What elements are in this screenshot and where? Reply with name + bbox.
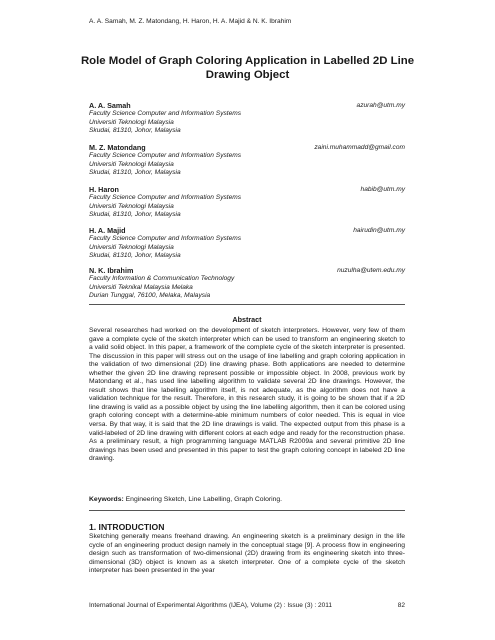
author-block (89, 227, 405, 260)
author-affiliation-faculty: Faculty Information & Communication Technology (89, 275, 235, 283)
section-heading: 1. INTRODUCTION (89, 522, 165, 532)
author-affiliation-address: Skudai, 81310, Johor, Malaysia (89, 251, 181, 259)
author-name: H. Haron (89, 185, 119, 194)
author-email[interactable]: habib@utm.my (360, 186, 405, 193)
running-head: A. A. Samah, M. Z. Matondang, H. Haron, H. A. Majid & N. K. Ibrahim (89, 18, 292, 25)
author-name: M. Z. Matondang (89, 143, 146, 152)
paper-title: Role Model of Graph Coloring Application in Labelled 2D Line Drawing Object (80, 55, 415, 81)
author-affiliation-university: Universiti Teknologi Malaysia (89, 118, 174, 126)
keywords-text: Engineering Sketch, Line Labelling, Graph Coloring. (125, 496, 283, 503)
author-email[interactable]: zaini.muhammadd@gmail.com (314, 144, 405, 151)
author-block (89, 267, 405, 300)
author-name: H. A. Majid (89, 226, 126, 235)
page-footer (89, 602, 405, 609)
author-block (89, 144, 405, 177)
abstract-heading: Abstract (232, 315, 262, 324)
introduction-text: Sketching generally means freehand drawing. An engineering sketch is a preliminary design in the life cycle of an engineering product design namely in the conceptual stage [9]. A process flow in engineering design such as transformation of two-dimensional (2D) drawing from its engineering sketch into three-dimensional (3D) object is known as a sketch interpreter. One of a complete cycle of the sketch interpreter has been presented in the year (89, 533, 405, 574)
author-affiliation-faculty: Faculty Science Computer and Information Systems (89, 110, 242, 118)
footer-journal: International Journal of Experimental Algorithms (IJEA), Volume (2) : Issue (3) : 2011 (89, 602, 333, 609)
author-affiliation-faculty: Faculty Science Computer and Information Systems (89, 235, 242, 243)
keywords-label: Keywords: (89, 496, 124, 503)
author-block (89, 186, 405, 219)
abstract-text: Several researches had worked on the development of sketch interpreters. However, very few of them gave a complete cycle of the sketch interpreter which can be used to transform an engineering sketch to a valid solid object. In this paper, a framework of the complete cycle of the sketch interpreter is presented. The discussion in this paper will stress out on the usage of line labelling and graph coloring application in the validation of two dimensional (2D) line drawing phase. Both applications are needed to determine whether the given 2D line drawing represent possible or impossible object. In 2008, previous work by Matondang et al., has used line labelling algorithm to validate several 2D line drawings. However, the result shows that line labelling algorithm itself, is not adequate, as the algorithm does not have a validation technique for the result. Therefore, in this research study, it is going to be shown that if a 2D line drawing is valid as a possible object by using the line labelling algorithm, then it can be colored using graph coloring concept with a determine-able minimum numbers of color needed. This is equal in vice versa. By that way, it is said that the 2D line drawings is valid. The expected output from this phase is a valid-labeled of 2D line drawing with different colors at each edge and ready for the reconstruction phase. As a preliminary result, a high programming language MATLAB R2009a and several primitive 2D line drawings has been used and presented in this paper to test the graph coloring concept in labeled 2D line drawing. (89, 327, 405, 463)
author-affiliation-address: Skudai, 81310, Johor, Malaysia (89, 126, 181, 134)
author-email[interactable]: azurah@utm.my (356, 102, 405, 109)
author-affiliation-address: Durian Tunggal, 76100, Melaka, Malaysia (89, 291, 211, 299)
author-email[interactable]: nuzulha@utem.edu.my (337, 267, 405, 274)
author-affiliation-university: Universiti Teknologi Malaysia (89, 243, 174, 251)
divider (89, 304, 405, 305)
author-affiliation-university: Universiti Teknologi Malaysia (89, 202, 174, 210)
author-block (89, 102, 405, 135)
author-affiliation-university: Universiti Teknikal Malaysia Melaka (89, 283, 193, 291)
author-affiliation-address: Skudai, 81310, Johor, Malaysia (89, 168, 181, 176)
page-number: 82 (397, 602, 405, 609)
author-affiliation-faculty: Faculty Science Computer and Information Systems (89, 194, 242, 202)
divider (89, 510, 405, 511)
author-affiliation-address: Skudai, 81310, Johor, Malaysia (89, 210, 181, 218)
author-email[interactable]: hairudin@utm.my (353, 227, 405, 234)
author-affiliation-university: Universiti Teknologi Malaysia (89, 160, 174, 168)
keywords (89, 496, 405, 503)
author-name: A. A. Samah (89, 101, 131, 110)
author-affiliation-faculty: Faculty Science Computer and Information Systems (89, 152, 242, 160)
author-name: N. K. Ibrahim (89, 266, 134, 275)
